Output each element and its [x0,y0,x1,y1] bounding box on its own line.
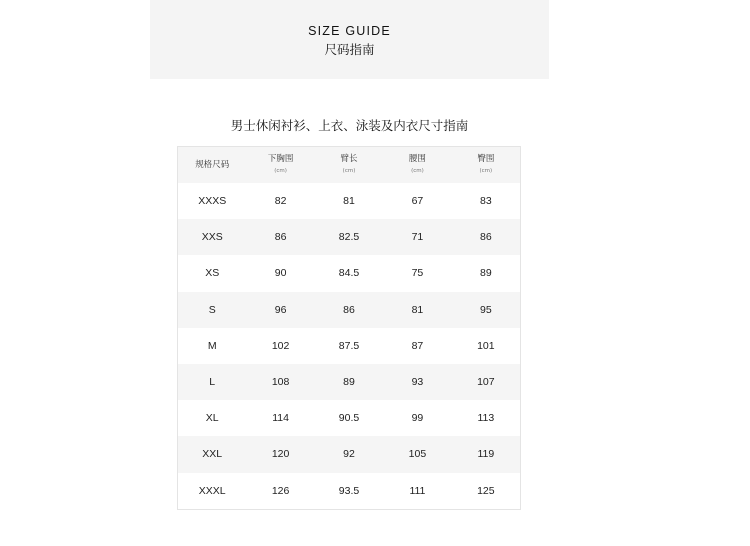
cell-arm-length: 81 [343,195,355,208]
column-header-label: 规格尺码 [195,159,230,170]
cell-waist: 67 [411,195,424,208]
cell-hip: 95 [479,303,492,316]
column-header-waist [383,154,451,177]
cell-size: XS [205,267,220,280]
cell-waist: 87 [411,339,424,352]
cell-arm-length: 87.5 [338,339,360,352]
column-header-hip [452,154,520,177]
cell-underbust: 126 [271,484,290,497]
cell-hip: 101 [477,339,495,352]
cell-waist: 105 [408,448,427,461]
column-header-label: 臀围 [477,153,495,164]
cell-underbust: 86 [274,231,287,244]
cell-underbust: 108 [271,376,290,389]
size-guide-header [150,0,549,79]
cell-arm-length: 90.5 [338,412,360,425]
cell-hip: 119 [477,448,495,461]
column-header-unit: (cm) [342,167,356,174]
column-header-underbust [246,154,314,177]
cell-size: XXL [202,448,223,461]
table-row [178,400,520,436]
cell-hip: 89 [479,267,492,280]
cell-underbust: 114 [272,412,289,425]
column-header-unit: (cm) [479,167,493,174]
table-row [178,219,520,255]
cell-waist: 71 [411,231,424,244]
table-row [178,473,520,509]
header-title-zh: 尺码指南 [324,42,375,57]
cell-size: S [208,303,216,316]
cell-underbust: 102 [271,339,290,352]
column-header-label: 臂长 [340,153,358,164]
cell-waist: 75 [411,267,424,280]
cell-size: XXS [201,231,223,244]
table-row [178,183,520,219]
cell-arm-length: 92 [343,448,355,461]
cell-size: L [209,376,216,389]
cell-hip: 83 [479,195,492,208]
column-header-unit: (cm) [411,167,424,174]
column-header-label: 腰围 [408,153,426,164]
cell-underbust: 90 [274,267,287,280]
cell-size: M [207,339,217,352]
cell-underbust: 96 [274,303,287,316]
cell-underbust: 120 [271,448,290,461]
table-header-row [178,147,520,183]
cell-arm-length: 89 [343,376,355,389]
size-table [177,146,521,510]
column-header-unit: (cm) [274,167,287,174]
cell-hip: 113 [477,412,495,425]
header-title-en: SIZE GUIDE [308,24,391,38]
cell-waist: 99 [411,412,424,425]
column-header-arm-length [315,154,383,177]
cell-arm-length: 84.5 [338,267,360,280]
cell-size: XXXS [198,195,227,208]
cell-hip: 86 [479,231,492,244]
table-body [178,183,520,509]
cell-hip: 125 [477,484,495,497]
cell-size: XL [205,412,219,425]
table-row [178,436,520,472]
cell-waist: 81 [411,303,424,316]
cell-hip: 107 [477,376,495,389]
table-title: 男士休闲衬衫、上衣、泳装及内衣尺寸指南 [230,118,469,133]
cell-arm-length: 82.5 [338,231,360,244]
cell-waist: 111 [409,484,426,497]
cell-arm-length: 93.5 [338,484,360,497]
table-row [178,255,520,291]
table-row [178,292,520,328]
column-header-label: 下胸围 [267,153,294,164]
table-row [178,364,520,400]
cell-arm-length: 86 [343,303,355,316]
table-row [178,328,520,364]
column-header-size [178,160,246,171]
cell-waist: 93 [411,376,424,389]
cell-underbust: 82 [274,195,287,208]
size-guide-card [150,0,549,546]
cell-size: XXXL [198,484,226,497]
